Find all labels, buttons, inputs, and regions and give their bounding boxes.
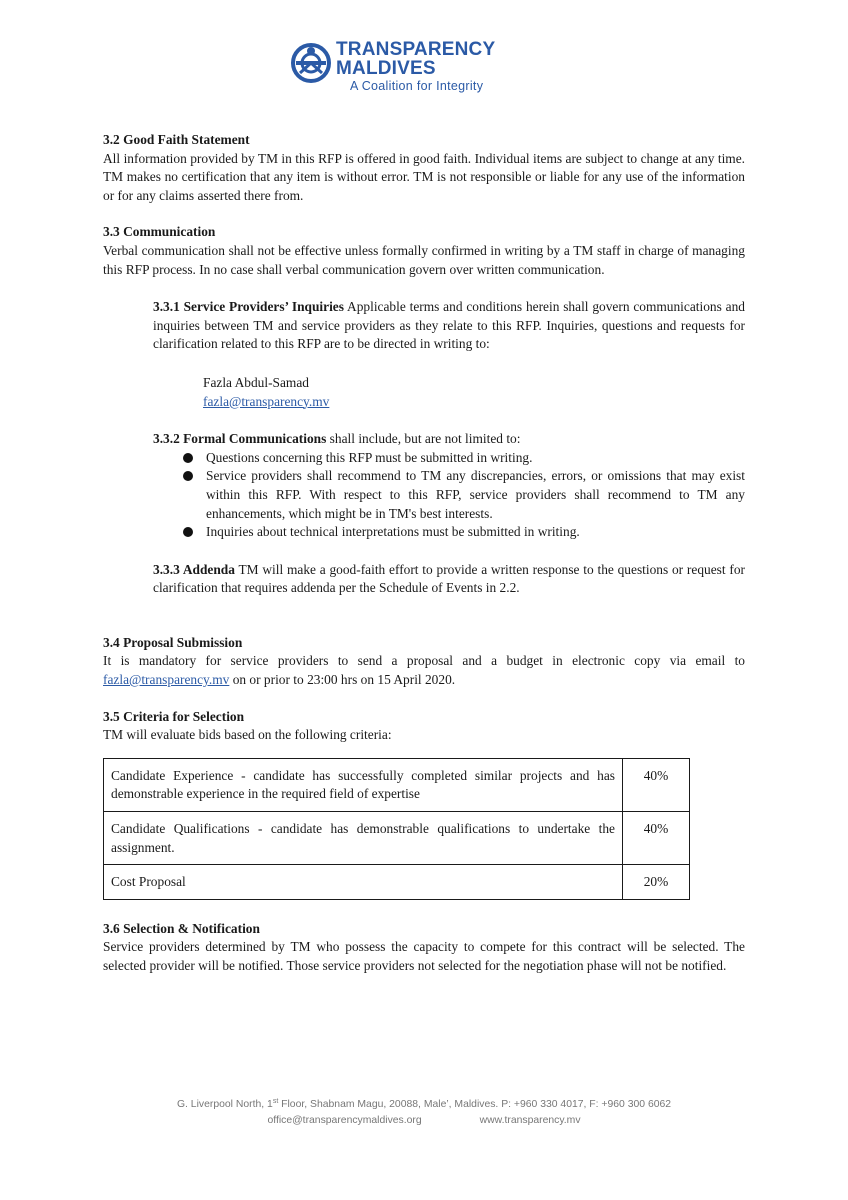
submission-email-link[interactable]: fazla@transparency.mv [103,672,230,688]
subsection-paragraph: TM will make a good-faith effort to provide a written response to the questions or request for clarification that requires addenda per the Schedule of Events in 2.2. [153,561,745,596]
contact-name: Fazla Abdul-Samad [203,374,309,390]
section-3-2 [103,131,745,205]
section-heading: 3.6 Selection & Notification [103,920,260,936]
contact-block [203,374,745,411]
subsection-heading: 3.3.1 Service Providers’ Inquiries [153,299,344,315]
section-paragraph: Verbal communication shall not be effective unless formally confirmed in writing by a TM staff in charge of managing this RFP process. In no case shall verbal communication govern over written communication. [103,242,745,277]
list-item: Questions concerning this RFP must be submitted in writing. [183,449,745,468]
criteria-weight: 40% [623,758,690,811]
table-row [104,758,690,811]
criteria-label: Candidate Qualifications - candidate has demonstrable qualifications to undertake the assignment. [104,812,623,865]
logo-text-line1: TRANSPARENCY [336,39,496,60]
list-item: Service providers shall recommend to TM any discrepancies, errors, or omissions that may exist within this RFP. With respect to this RFP, service providers shall recommend to TM any enhancements, which might be in TM's best interests. [183,467,745,523]
logo-tagline: A Coalition for Integrity [350,79,484,93]
bullet-icon [183,453,193,463]
section-paragraph: Service providers determined by TM who possess the capacity to compete for this contract will be selected. The selected provider will be notified. Those service providers not selected for the negotiation phase will not be notified. [103,939,745,973]
formal-communications-list [183,449,745,542]
section-3-3-1 [153,298,745,354]
section-heading: 3.5 Criteria for Selection [103,708,245,724]
criteria-table [103,758,690,900]
table-row [104,865,690,900]
criteria-weight: 40% [623,812,690,865]
list-item: Inquiries about technical interpretations must be submitted in writing. [183,523,745,542]
section-heading: 3.4 Proposal Submission [103,634,243,650]
section-paragraph: TM will evaluate bids based on the following criteria: [103,727,392,743]
section-paragraph: All information provided by TM in this RFP is offered in good faith. Individual items are subject to change at any time. TM makes no certification that any item is without error. TM is not responsible or liable for any use of the information or for any claims asserted there from. [103,150,745,203]
footer-address: G. Liverpool North, 1st Floor, Shabnam Magu, 20088, Male’, Maldives. P: +960 330 4017, F: +960 300 6062 [176,1098,672,1110]
bullet-icon [183,471,193,481]
section-3-3-2 [153,430,745,449]
footer-email: office@transparencymaldives.org [267,1115,422,1126]
bullet-icon [183,527,193,537]
section-paragraph: It is mandatory for service providers to send a proposal and a budget in electronic copy via email to fazla@transparency.mv on or prior to 23:00 hrs on 15 April 2020. [103,653,745,688]
contact-email-link[interactable]: fazla@transparency.mv [203,393,330,409]
footer-contacts [0,1113,848,1129]
table-row [104,812,690,865]
section-heading: 3.3 Communication [103,224,216,240]
document-body [103,131,745,976]
footer-website: www.transparency.mv [479,1115,581,1126]
criteria-label: Cost Proposal [104,865,623,900]
section-3-3 [103,223,745,279]
logo-text-line2: MALDIVES [336,58,436,79]
globe-figure-icon [290,42,332,84]
criteria-label: Candidate Experience - candidate has successfully completed similar projects and has demonstrable experience in the required field of expertise [104,758,623,811]
section-3-6 [103,920,745,976]
section-3-4 [103,634,745,690]
section-heading: 3.2 Good Faith Statement [103,132,250,147]
section-3-3-3 [153,561,745,598]
subsection-paragraph: Applicable terms and conditions herein shall govern communications and inquiries between TM and service providers as they relate to this RFP. Inquiries, questions and requests for clarification related to this RFP are to be directed in writing to: [153,299,745,352]
page-footer [0,1097,848,1129]
subsection-heading: 3.3.3 Addenda [153,561,235,577]
criteria-weight: 20% [623,865,690,900]
subsection-intro: shall include, but are not limited to: [326,431,521,447]
organization-logo [290,40,520,96]
subsection-heading: 3.3.2 Formal Communications [153,431,327,447]
section-3-5 [103,708,745,900]
